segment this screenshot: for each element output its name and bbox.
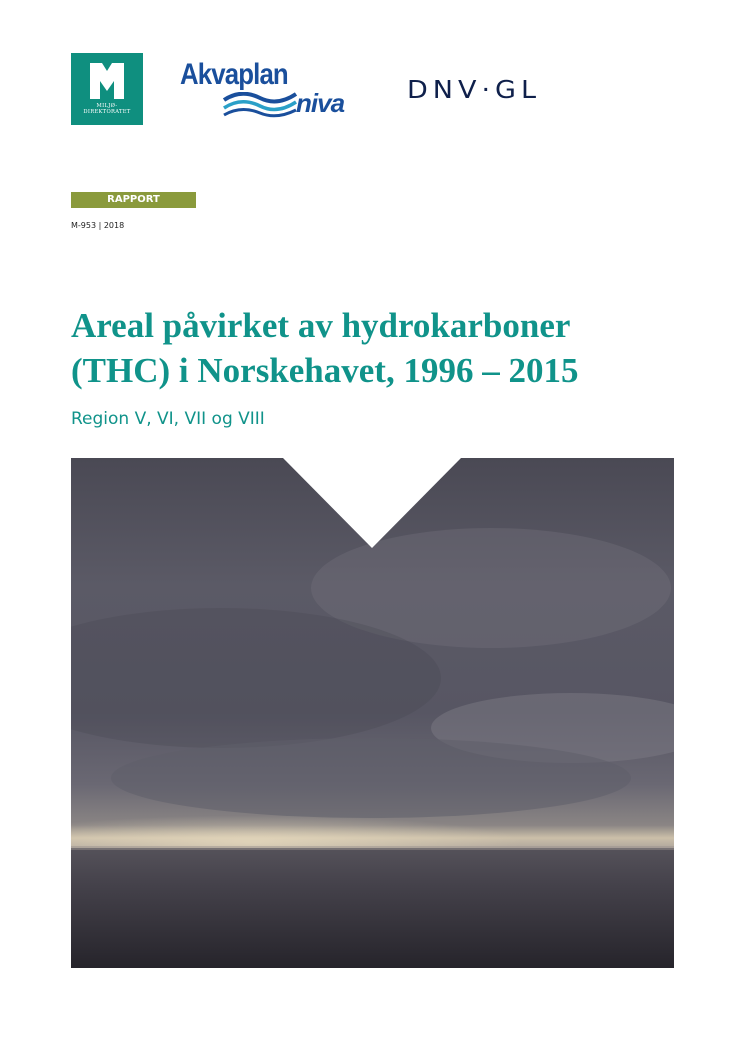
report-subtitle: Region V, VI, VII og VIII (71, 409, 265, 429)
report-number-year: M-953 | 2018 (71, 221, 125, 230)
miljodirektoratet-logo (71, 53, 143, 125)
report-title (71, 303, 711, 393)
title-line-1: Areal påvirket av hydrokarboner (71, 306, 571, 345)
waves-icon (222, 92, 298, 118)
cover-photo (71, 458, 674, 968)
akvaplan-word: Akvaplan (180, 58, 288, 91)
direktoratet-text: DIREKTORATET (83, 109, 131, 115)
niva-word: niva (296, 88, 345, 118)
akvaplan-niva-logo (180, 58, 360, 118)
m-mark-icon (90, 63, 124, 99)
dnv-gl-logo: DNV·GL (407, 76, 542, 105)
title-line-2: (THC) i Norskehavet, 1996 – 2015 (71, 351, 579, 390)
report-type-badge: RAPPORT (71, 192, 196, 208)
miljo-text: MILJØ- (96, 103, 118, 109)
